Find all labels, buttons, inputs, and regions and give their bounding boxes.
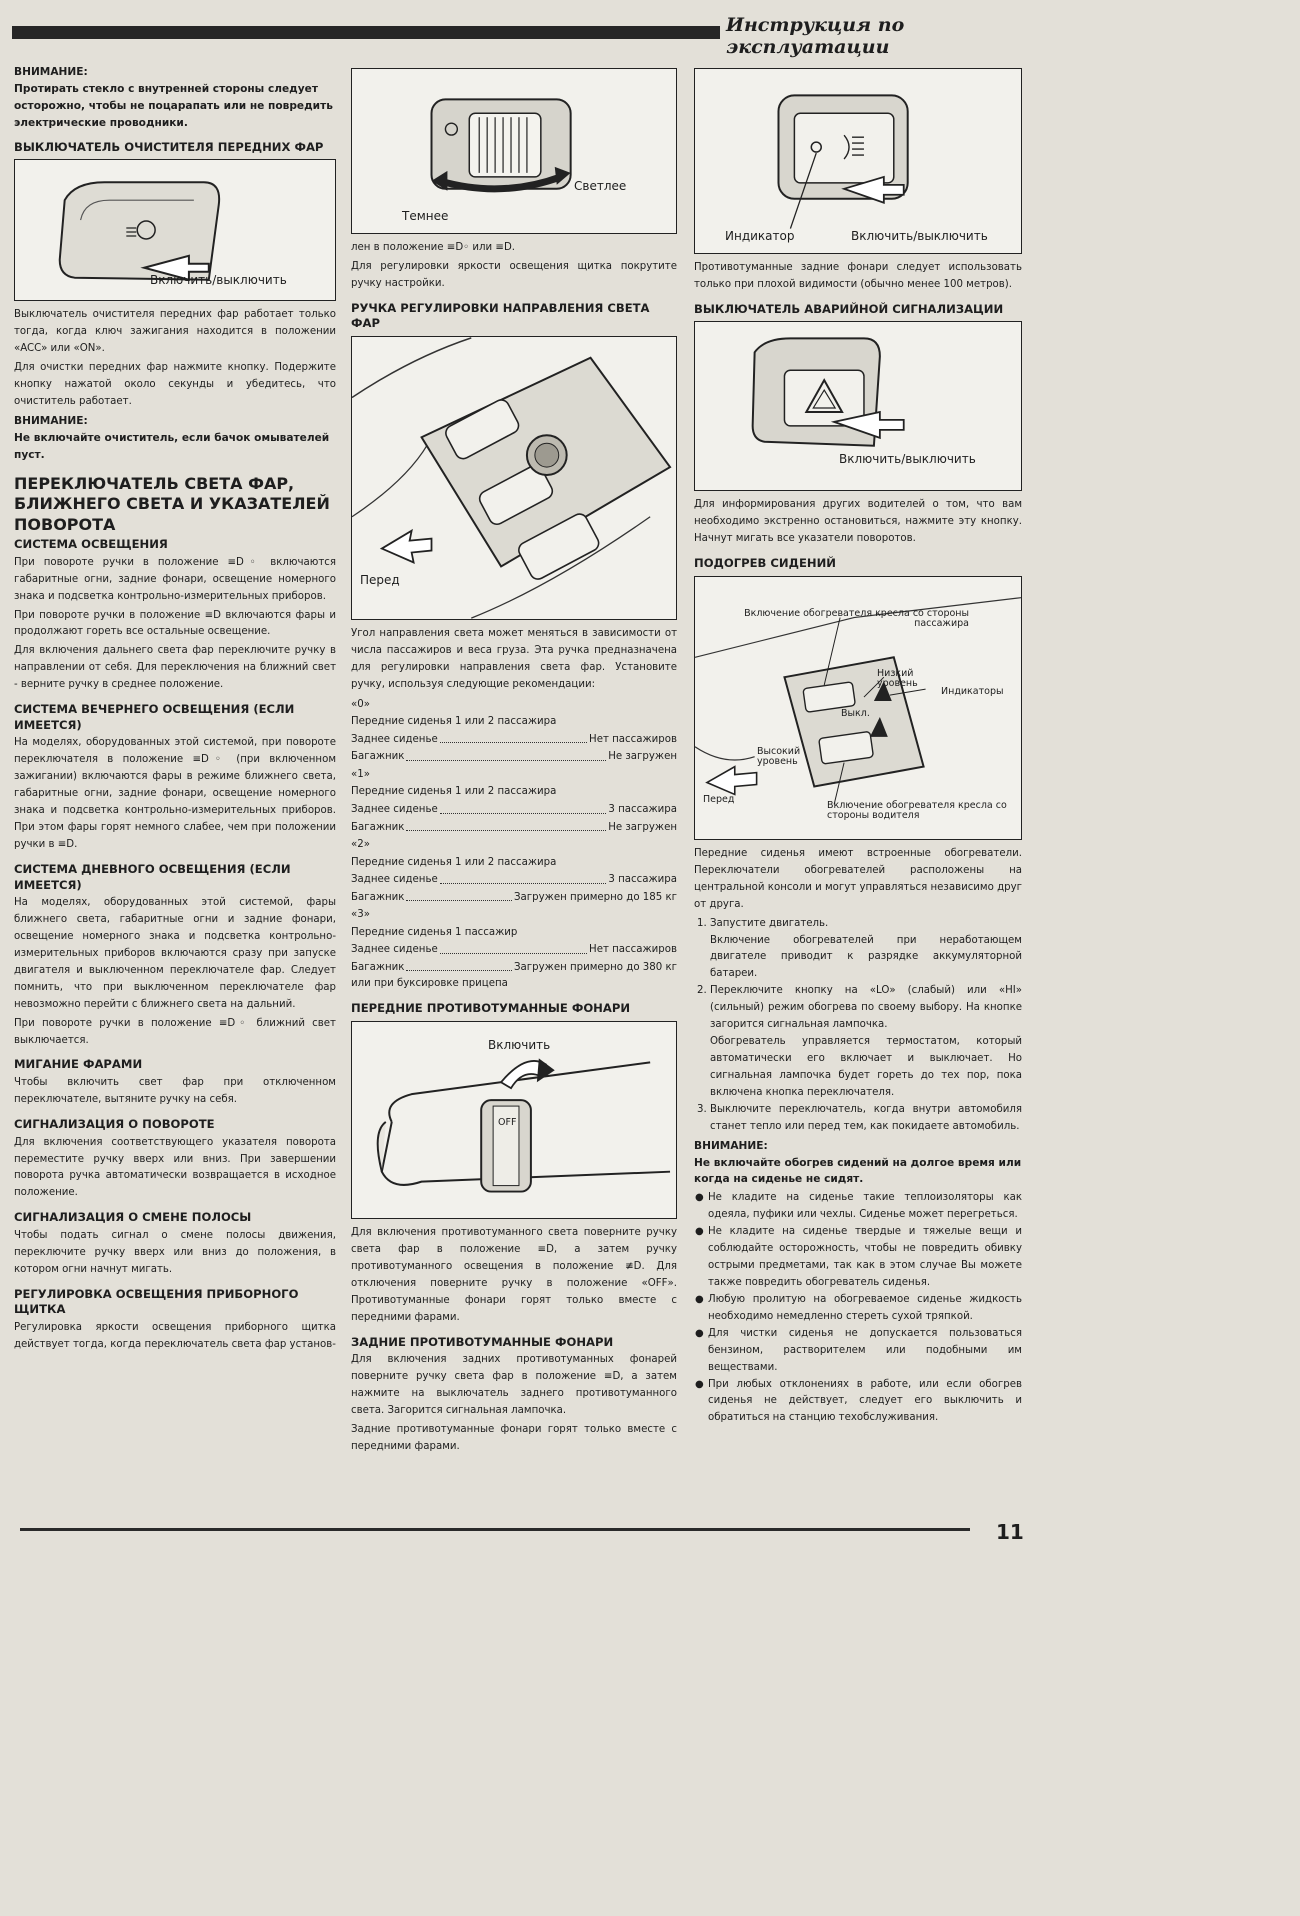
step-title: 3. Выключите переключатель, когда внутри автомобиля станет тепло или перед тем, как покидаете автомобиль.	[710, 1103, 1022, 1132]
footer-rule	[20, 1528, 970, 1531]
warning-title: ВНИМАНИЕ:	[14, 414, 88, 427]
paragraph: Для включения задних противотуманных фонарей поверните ручку света фар в положение ≡D, а затем нажмите на выключатель заднего противотуманного света. Загорится сигнальная лампочка.	[351, 1354, 677, 1416]
warning-text: Протирать стекло с внутренней стороны следует осторожно, чтобы не поцарапать или не повредить электрические проводники.	[14, 82, 333, 129]
paragraph: Чтобы включить свет фар при отключенном переключателе, вытяните ручку на себя.	[14, 1077, 336, 1106]
warning-text: Не включайте очиститель, если бачок омывателей пуст.	[14, 431, 330, 461]
figure-label-indicator: Индикатор	[725, 229, 795, 243]
seat-heater-steps	[694, 916, 1022, 1136]
setting-key: Заднее сиденье	[351, 733, 438, 745]
setting-key: Заднее сиденье	[351, 874, 438, 886]
setting-row	[351, 713, 677, 731]
setting-key: Багажник	[351, 821, 405, 833]
section-heading-light-switch: ПЕРЕКЛЮЧАТЕЛЬ СВЕТА ФАР, БЛИЖНЕГО СВЕТА И УКАЗАТЕЛЕЙ ПОВОРОТА	[14, 473, 330, 534]
caution-item: ● Любую пролитую на обогреваемое сиденье жидкость необходимо немедленно стереть сухой тряпкой.	[708, 1292, 1022, 1326]
setting-value: 3 пассажира	[608, 874, 677, 886]
paragraph: Для информирования других водителей о том, что вам необходимо экстренно остановиться, нажмите эту кнопку. Начнут мигать все указатели поворотов.	[694, 499, 1022, 545]
paragraph: Для очистки передних фар нажмите кнопку. Подержите кнопку нажатой около секунды и убедитесь, что очиститель работает.	[14, 362, 336, 407]
setting-key: Багажник	[351, 961, 405, 973]
step-text: Включение обогревателей при неработающем двигателе приводит к разрядке аккумуляторной батареи.	[710, 934, 1022, 980]
seat-heater-cautions	[694, 1190, 1022, 1427]
dot-leader	[440, 871, 607, 884]
column-left	[14, 64, 336, 1356]
setting-key: Багажник	[351, 751, 405, 763]
paragraph: Для регулировки яркости освещения щитка покрутите ручку настройки.	[351, 260, 677, 289]
figure-front-fog	[351, 1021, 677, 1219]
setting-row	[351, 854, 677, 872]
setting-value: Не загружен	[608, 751, 677, 763]
paragraph: или при буксировке прицепа	[351, 978, 508, 990]
section-heading-front-fog: ПЕРЕДНИЕ ПРОТИВОТУМАННЫЕ ФОНАРИ	[351, 1001, 631, 1016]
paragraph: На моделях, оборудованных этой системой, при повороте переключателя в положение ≡D◦ (при включенном зажигании) включаются фары в режиме ближнего света, габаритные огни, задние фонари, освещение номерного знака и подсветка контрольно-измерительных приборов. При этом фары горят немного слабее, чем при положении ручки в ≡D.	[14, 737, 336, 850]
setting-row	[351, 819, 677, 837]
setting-key: Передние сиденья 1 пассажир	[351, 926, 518, 938]
paragraph: Для включения соответствующего указателя поворота переместите ручку вверх или вниз. При завершении поворота ручка автоматически возвращается в исходное положение.	[14, 1136, 336, 1199]
setting-key: Заднее сиденье	[351, 804, 438, 816]
figure-label-off: Выкл.	[841, 707, 870, 719]
step-item	[710, 916, 1022, 984]
column-right	[694, 68, 1022, 1429]
paragraph: Для включения дальнего света фар переключите ручку в направлении от себя. Для переключения на ближний свет - верните ручку в среднее положение.	[14, 645, 336, 691]
dot-leader	[406, 959, 512, 972]
setting-row	[351, 748, 677, 766]
setting-row	[351, 924, 677, 942]
dot-leader	[440, 801, 607, 814]
setting-key: Передние сиденья 1 или 2 пассажира	[351, 786, 557, 798]
section-heading-seat-heating: ПОДОГРЕВ СИДЕНИЙ	[694, 556, 836, 571]
warning-title: ВНИМАНИЕ:	[694, 1139, 768, 1152]
figure-seat-heating	[694, 576, 1022, 840]
setting-value: 3 пассажира	[608, 804, 677, 816]
section-heading-lane-change: СИГНАЛИЗАЦИЯ О СМЕНЕ ПОЛОСЫ	[14, 1210, 252, 1225]
section-heading-headlamp-washer: ВЫКЛЮЧАТЕЛЬ ОЧИСТИТЕЛЯ ПЕРЕДНИХ ФАР	[14, 139, 324, 154]
paragraph: Чтобы подать сигнал о смене полосы движения, переключите ручку вверх или вниз до положения, в котором огни начнут мигать.	[14, 1229, 336, 1275]
setting-row	[351, 731, 677, 749]
figure-label-hazard: Включить/выключить	[839, 452, 976, 467]
paragraph: При повороте ручки в положение ≡D◦ включаются габаритные огни, задние фонари, освещение номерного знака и подсветка контрольно-измерительных приборов.	[14, 556, 336, 602]
setting-row	[351, 889, 677, 907]
paragraph: Выключатель очистителя передних фар работает только тогда, когда ключ зажигания находится в положении «ACC» или «ON».	[14, 309, 336, 355]
step-text: Обогреватель управляется термостатом, который автоматически его включает и выключает. Но сигнальная лампочка будет гореть до тех пор, пока включена кнопка переключателя.	[710, 1036, 1022, 1098]
figure-label-front: Перед	[703, 793, 735, 805]
setting-number: «3»	[351, 909, 370, 921]
column-middle	[351, 68, 677, 1458]
figure-label-front: Перед	[360, 573, 400, 588]
figure-label-high: Высокий уровень	[757, 745, 801, 768]
paragraph: При повороте ручки в положение ≡D включаются фары и продолжают гореть все остальные освещение.	[14, 609, 336, 638]
setting-value: Загружен примерно до 185 кг	[514, 891, 677, 903]
dot-leader	[440, 941, 587, 954]
setting-key: Передние сиденья 1 или 2 пассажира	[351, 716, 557, 728]
dot-leader	[406, 819, 606, 832]
section-heading-rear-fog: ЗАДНИЕ ПРОТИВОТУМАННЫЕ ФОНАРИ	[351, 1334, 614, 1349]
figure-label-low: Низкий уровень	[877, 667, 918, 690]
paragraph: Регулировка яркости освещения приборного щитка действует тогда, когда переключатель света фар установ-	[14, 1321, 336, 1350]
setting-row	[351, 941, 677, 959]
figure-label-darker: Темнее	[402, 209, 449, 223]
setting-value: Не загружен	[608, 821, 677, 833]
caution-item: ● Не кладите на сиденье такие теплоизоляторы как одеяла, пуфики или чехлы. Сиденье может перегреться.	[708, 1190, 1022, 1224]
figure-label-switch: Включить/выключить	[851, 229, 988, 243]
section-heading-hazard: ВЫКЛЮЧАТЕЛЬ АВАРИЙНОЙ СИГНАЛИЗАЦИИ	[694, 301, 1004, 316]
page-header-title: Инструкция по эксплуатации	[726, 14, 905, 58]
setting-number: «2»	[351, 839, 370, 851]
figure-label-fog-off: OFF	[498, 1117, 517, 1129]
figure-label-driver: Включение обогревателя кресла со стороны водителя	[827, 799, 1007, 822]
setting-value: Нет пассажиров	[589, 944, 677, 956]
figure-headlamp-leveling	[351, 336, 677, 620]
section-heading-daytime: СИСТЕМА ДНЕВНОГО ОСВЕЩЕНИЯ (ЕСЛИ ИМЕЕТСЯ)	[14, 861, 291, 892]
setting-key: Багажник	[351, 891, 405, 903]
section-heading-evening: СИСТЕМА ВЕЧЕРНЕГО ОСВЕЩЕНИЯ (ЕСЛИ ИМЕЕТСЯ)	[14, 702, 295, 732]
paragraph: лен в положение ≡D◦ или ≡D.	[351, 242, 516, 253]
setting-row	[351, 783, 677, 801]
setting-key: Заднее сиденье	[351, 944, 438, 956]
page-number: 11	[996, 1520, 1024, 1544]
section-heading-turn-signal: СИГНАЛИЗАЦИЯ О ПОВОРОТЕ	[14, 1116, 215, 1131]
setting-value: Загружен примерно до 380 кг	[514, 961, 677, 973]
step-item	[710, 1102, 1022, 1136]
dot-leader	[406, 748, 606, 761]
caution-item: ● При любых отклонениях в работе, или если обогрев сиденья не действует, следует его выключить и обратиться на станцию техобслуживания.	[708, 1377, 1022, 1428]
paragraph: Задние противотуманные фонари горят только вместе с передними фарами.	[351, 1423, 677, 1452]
rear-fog-switch-illustration	[695, 69, 1021, 253]
warning-title: ВНИМАНИЕ:	[14, 66, 88, 78]
figure-headlamp-washer	[14, 159, 336, 301]
figure-hazard	[694, 321, 1022, 491]
figure-label-indicators: Индикаторы	[941, 685, 1004, 697]
caution-item: ● Для чистки сиденья не допускается пользоваться бензином, растворителем или подобными им веществами.	[708, 1326, 1022, 1377]
paragraph: Передние сиденья имеют встроенные обогреватели. Переключатели обогревателей расположены на центральной консоли и могут управляться независимо друг от друга.	[694, 847, 1022, 910]
setting-row	[351, 871, 677, 889]
figure-rear-fog-switch	[694, 68, 1022, 254]
section-heading-flash: МИГАНИЕ ФАРАМИ	[14, 1057, 143, 1072]
dimmer-dial-illustration	[352, 69, 676, 233]
dot-leader	[406, 889, 512, 902]
header-rule	[12, 26, 720, 39]
step-title: 2. Переключите кнопку на «LO» (слабый) или «HI» (сильный) режим обогрева по своему выбору. На кнопке загорится сигнальная лампочка.	[710, 985, 1022, 1031]
figure-label-passenger: Включение обогревателя кресла со стороны пассажира	[744, 607, 969, 630]
setting-number: «1»	[351, 768, 370, 780]
setting-row	[351, 801, 677, 819]
leveling-dial-illustration	[352, 337, 676, 619]
section-heading-lighting: СИСТЕМА ОСВЕЩЕНИЯ	[14, 537, 168, 552]
paragraph: На моделях, оборудованных этой системой, фары ближнего света, габаритные огни и задние фонари, освещение номерного знака и подсветка контрольно-измерительных приборов включаются сразу при запуске двигателя и выключенном переключателе фар. Следует помнить, что при выключенном переключателе фар невозможно перейти с ближнего света на дальний.	[14, 897, 336, 1010]
dot-leader	[440, 731, 587, 744]
setting-value: Нет пассажиров	[589, 733, 677, 745]
step-item	[710, 983, 1022, 1101]
figure-label-lighter: Светлее	[574, 179, 627, 193]
setting-number: «0»	[351, 698, 370, 710]
step-title: 1. Запустите двигатель.	[710, 917, 829, 929]
paragraph: Для включения противотуманного света поверните ручку света фар в положение ≡D, а затем ручку противотуманного освещения в положение ≢D. Для отключения поверните ручку в положение «OFF». Противотуманные фонари горят только вместе с передними фарами.	[351, 1227, 677, 1323]
leveling-settings-list	[351, 696, 677, 977]
setting-row	[351, 959, 677, 977]
caution-item: ● Не кладите на сиденье твердые и тяжелые вещи и соблюдайте осторожность, чтобы не повредить обивку острыми предметами, так как в этом случае Вы можете также повредить обогреватель сиденья.	[708, 1224, 1022, 1292]
paragraph: Угол направления света может меняться в зависимости от числа пассажиров и веса груза. Эта ручка предназначена для регулировки направления света фар. Установите ручку, используя следующие рекомендации:	[351, 628, 677, 690]
warning-text: Не включайте обогрев сидений на долгое время или когда на сиденье не сидят.	[694, 1156, 1022, 1186]
section-heading-headlamp-leveling: РУЧКА РЕГУЛИРОВКИ НАПРАВЛЕНИЯ СВЕТА ФАР	[351, 300, 650, 331]
paragraph: Противотуманные задние фонари следует использовать только при плохой видимости (обычно менее 100 метров).	[694, 262, 1022, 290]
section-heading-dash-illumination: РЕГУЛИРОВКА ОСВЕЩЕНИЯ ПРИБОРНОГО ЩИТКА	[14, 1286, 299, 1317]
paragraph: При повороте ручки в положение ≡D◦ ближний свет выключается.	[14, 1017, 336, 1046]
figure-label: Включить/выключить	[150, 273, 287, 288]
figure-dimmer	[351, 68, 677, 234]
setting-key: Передние сиденья 1 или 2 пассажира	[351, 856, 557, 868]
figure-label-fog-on: Включить	[488, 1038, 551, 1053]
